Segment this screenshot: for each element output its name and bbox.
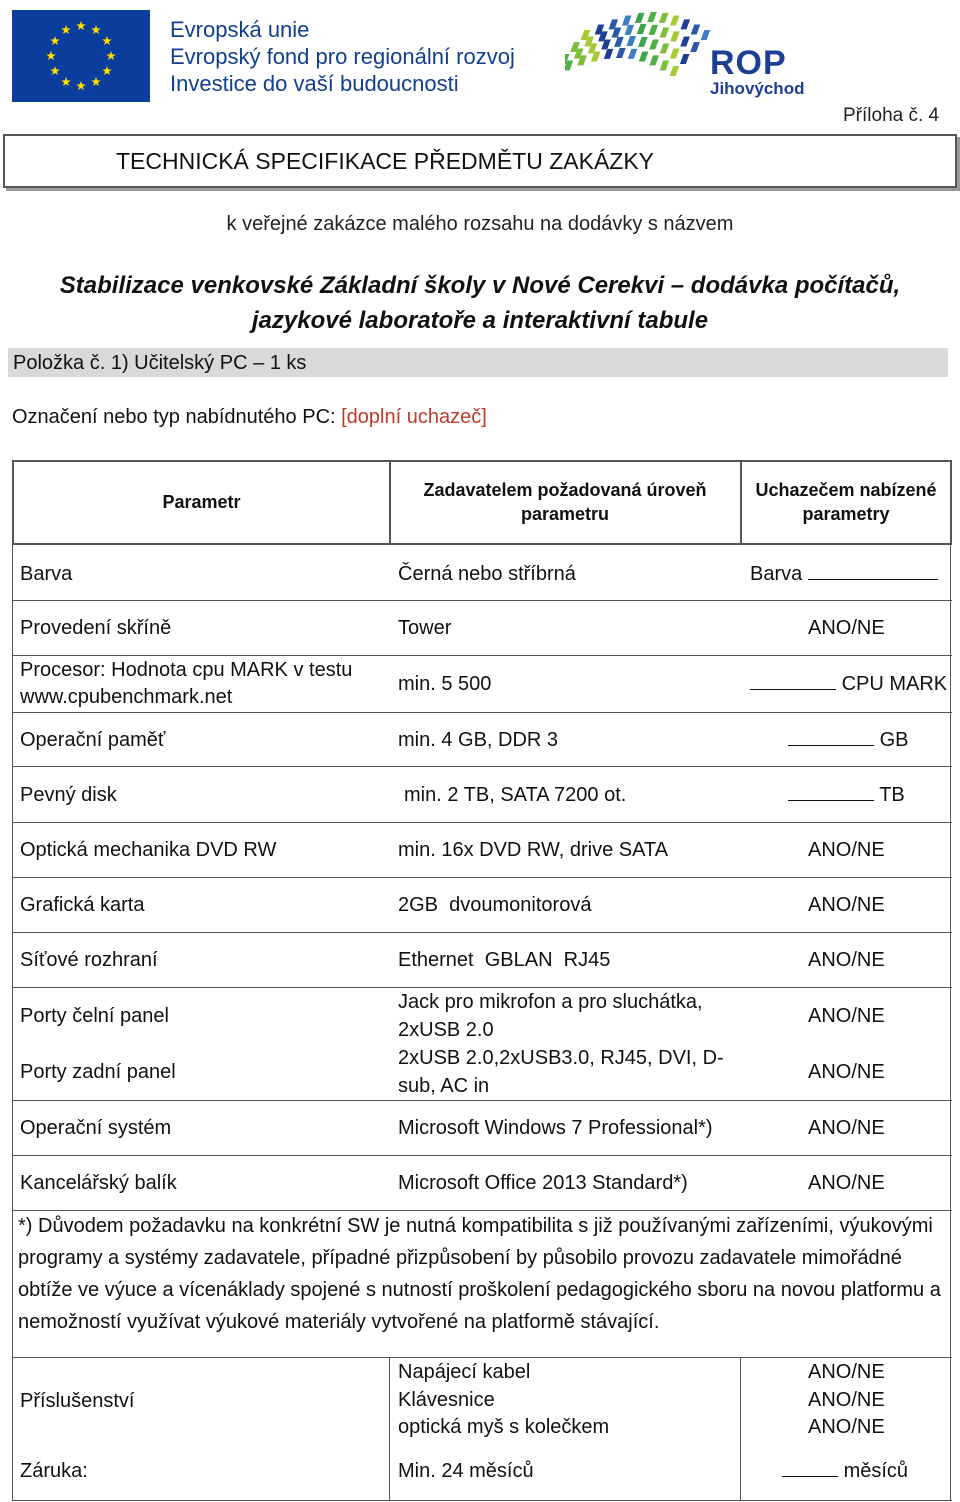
row-param: Kancelářský balík (20, 1172, 177, 1194)
row-required: min. 16x DVD RW, drive SATA (398, 839, 669, 861)
swoosh-bar (670, 15, 680, 25)
row-param: Procesor: Hodnota cpu MARK v testu www.cpubenchmark.net (20, 659, 353, 708)
project-title-line-1: Stabilizace venkovské Základní školy v Nové Cerekvi – dodávka počítačů, (59, 272, 901, 299)
swoosh-bar (635, 13, 645, 23)
swoosh-bar (691, 24, 701, 34)
row-divider (12, 600, 952, 601)
row-divider (12, 1155, 952, 1156)
row-param: Operační paměť (20, 729, 166, 751)
accessory-offered: ANO/NE (808, 1388, 885, 1411)
row-offered: ANO/NE (808, 1172, 885, 1194)
row-required: min. 4 GB, DDR 3 (398, 729, 559, 751)
accessories-offered (808, 1359, 885, 1442)
project-title-line-2: jazykové laboratoře a interaktivní tabule (251, 307, 709, 334)
accessory-item: Klávesnice (398, 1388, 495, 1411)
row-offered (750, 670, 947, 698)
project-title (0, 268, 960, 338)
accessory-item: optická myš s kolečkem (398, 1416, 610, 1438)
row-divider (12, 1357, 952, 1358)
swoosh-bar (638, 37, 648, 47)
table-border (740, 460, 742, 545)
row-required: Černá nebo stříbrná (398, 563, 576, 585)
row-divider (12, 766, 952, 767)
swoosh-bar (626, 36, 636, 46)
table-border (12, 543, 952, 545)
swoosh-bar (614, 37, 624, 47)
row-param: Porty čelní panel (20, 1005, 169, 1027)
row-param: Provedení skříně (20, 617, 172, 639)
row-offered: ANO/NE (808, 1005, 885, 1027)
row-required: min. 5 500 (398, 673, 492, 695)
swoosh-bar (660, 43, 670, 53)
rop-subtitle: Jihovýchod (710, 79, 805, 98)
header-required: Zadavatelem požadovaná úroveň parametru (423, 480, 707, 524)
swoosh-bar (639, 51, 649, 61)
col-divider (389, 1357, 390, 1500)
eu-line-2: Evropský fond pro regionální rozvoj (170, 44, 515, 69)
swoosh-bar (690, 42, 700, 52)
table-border (389, 460, 391, 545)
swoosh-bar (680, 19, 690, 29)
col-divider (12, 543, 13, 1501)
row-divider (12, 1100, 952, 1101)
swoosh-bar (604, 49, 614, 59)
fill-blank (750, 671, 836, 690)
row-offered: ANO/NE (808, 1061, 885, 1083)
offered-unit: GB (879, 729, 909, 751)
swoosh-bar (659, 13, 669, 23)
swoosh-bar (660, 60, 670, 70)
row-offered: ANO/NE (808, 617, 885, 639)
priloha-label: Příloha č. 4 (843, 105, 940, 126)
accessory-item: Napájecí kabel (398, 1361, 531, 1383)
accessories-param: Příslušenství (20, 1390, 135, 1412)
row-offered: ANO/NE (808, 949, 885, 971)
fill-blank (808, 561, 938, 580)
warranty-param: Záruka: (20, 1460, 88, 1482)
row-param: Grafická karta (20, 894, 145, 916)
table-border (12, 460, 952, 462)
swoosh-bar (680, 36, 690, 46)
warranty-required: Min. 24 měsíců (398, 1460, 534, 1482)
row-required: Ethernet GBLAN RJ45 (398, 949, 611, 971)
accessories-items (398, 1359, 609, 1442)
row-divider (12, 1500, 952, 1501)
row-required: Microsoft Office 2013 Standard*) (398, 1172, 688, 1194)
swoosh-bar (649, 39, 659, 49)
polozka-heading: Položka č. 1) Učitelský PC – 1 ks (8, 348, 948, 377)
row-divider (12, 877, 952, 878)
offered-unit: TB (879, 784, 905, 806)
row-required: 2GB dvoumonitorová (398, 894, 592, 916)
swoosh-bar (670, 48, 680, 58)
table-border (950, 460, 952, 545)
row-param: Operační systém (20, 1117, 172, 1139)
offered-unit: CPU MARK (841, 673, 948, 695)
row-offered (750, 560, 938, 588)
swoosh-bar (648, 25, 658, 35)
row-param: Porty zadní panel (20, 1061, 176, 1083)
swoosh-bar (616, 48, 626, 58)
swoosh-bar (680, 54, 690, 64)
fill-blank (788, 727, 874, 746)
swoosh-bar (660, 27, 670, 37)
row-param: Pevný disk (20, 784, 117, 806)
row-offered (788, 726, 908, 754)
row-offered: ANO/NE (808, 839, 885, 861)
row-divider (12, 822, 952, 823)
swoosh-bar (647, 12, 657, 22)
accessory-offered: ANO/NE (808, 1416, 885, 1438)
row-offered: ANO/NE (808, 894, 885, 916)
sw-note: *) Důvodem požadavku na konkrétní SW je nutná kompatibilita s již používanými zařízeními, výukovými programy a systémy zadavatele, případné přizpůsobení by působilo provozu zadavatele mimořádné obtíže ve výuce a vícenáklady spojené s nutností proškolení pedagogického sboru na novou platformu a nemožností využívat výukové materiály vytvořené na platformě stávající. (18, 1215, 941, 1333)
swoosh-bar (701, 30, 711, 40)
rop-title: ROP (710, 44, 787, 82)
swoosh-bar (624, 25, 634, 35)
col-divider (950, 543, 951, 1501)
swoosh-bar (628, 49, 638, 59)
swoosh-bar (637, 24, 647, 34)
warranty-offered (782, 1457, 908, 1485)
oznaceni-label: Označení nebo typ nabídnutého PC: (12, 406, 342, 428)
eu-flag-logo (12, 10, 150, 102)
row-param: Barva (20, 563, 73, 585)
eu-stars-icon (12, 10, 150, 102)
spec-title-box (3, 134, 957, 188)
row-param: Síťové rozhraní (20, 949, 158, 971)
row-divider (12, 655, 952, 656)
header-parametr: Parametr (162, 492, 241, 512)
swoosh-bar (670, 31, 680, 41)
row-param: Optická mechanika DVD RW (20, 839, 277, 861)
fill-blank (788, 782, 874, 801)
eu-line-3: Investice do vaší budoucnosti (170, 71, 459, 96)
accessory-offered: ANO/NE (808, 1361, 885, 1383)
offered-prefix: Barva (750, 563, 803, 585)
row-required: min. 2 TB, SATA 7200 ot. (404, 784, 627, 806)
swoosh-bar (649, 55, 659, 65)
row-offered (788, 781, 905, 809)
eu-text-block (170, 16, 515, 97)
fill-blank (782, 1458, 838, 1477)
row-divider (12, 932, 952, 933)
oznaceni-line (12, 406, 487, 429)
row-required: 2xUSB 2.0,2xUSB3.0, RJ45, DVI, D-sub, AC in (398, 1047, 724, 1097)
spec-title: TECHNICKÁ SPECIFIKACE PŘEDMĚTU ZAKÁZKY (115, 147, 655, 174)
swoosh-bar (670, 66, 680, 76)
subtitle: k veřejné zakázce malého rozsahu na dodávky s názvem (226, 213, 734, 235)
row-required: Jack pro mikrofon a pro sluchátka, 2xUSB 2.0 (398, 991, 703, 1041)
oznaceni-fill: [doplní uchazeč] (341, 406, 487, 428)
eu-line-1: Evropská unie (170, 17, 310, 42)
row-required: Microsoft Windows 7 Professional*) (398, 1117, 713, 1139)
offered-unit: měsíců (843, 1460, 909, 1482)
swoosh-bar (622, 15, 632, 25)
row-required: Tower (398, 617, 452, 639)
row-divider (12, 712, 952, 713)
col-divider (740, 1357, 741, 1500)
header-offered: Uchazečem nabízené parametry (755, 480, 937, 524)
row-offered: ANO/NE (808, 1117, 885, 1139)
